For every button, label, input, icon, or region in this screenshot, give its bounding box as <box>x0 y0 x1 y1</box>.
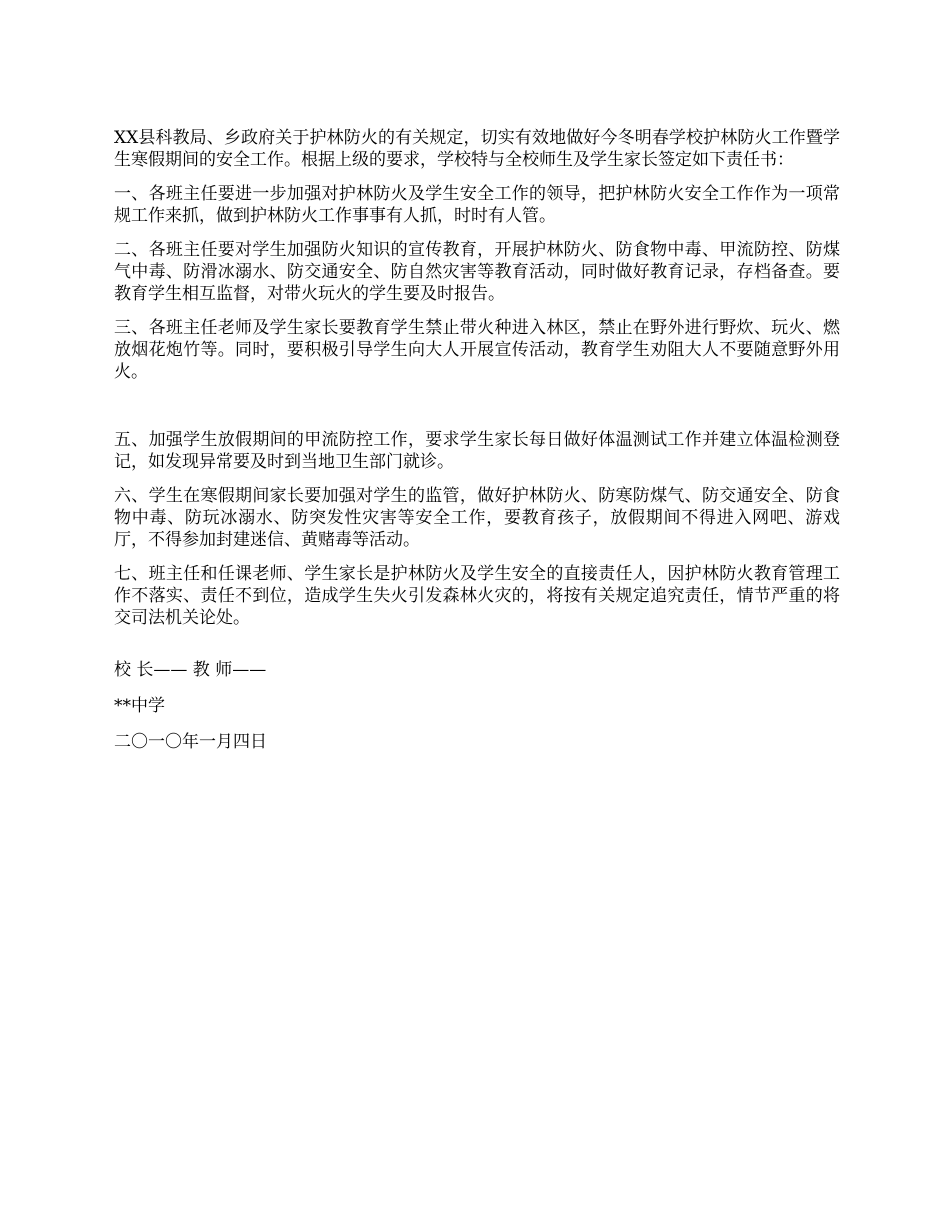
item-3-paragraph: 三、各班主任老师及学生家长要教育学生禁止带火种进入林区，禁止在野外进行野炊、玩火、燃放烟花炮竹等。同时，要积极引导学生向大人开展宣传活动，教育学生劝阻大人不要随意野外用火。 <box>114 318 840 382</box>
signature-gap <box>114 641 840 659</box>
signature-line: 校 长—— 教 师—— <box>114 660 267 680</box>
document-body <box>114 127 840 767</box>
item-7-paragraph: 七、班主任和任课老师、学生家长是护林防火及学生安全的直接责任人，因护林防火教育管理工作不落实、责任不到位，造成学生失火引发森林火灾的，将按有关规定追究责任，情节严重的将交司法机关论处。 <box>114 564 840 628</box>
item-5-paragraph: 五、加强学生放假期间的甲流防控工作，要求学生家长每日做好体温测试工作并建立体温检测登记，如发现异常要及时到当地卫生部门就诊。 <box>114 430 840 472</box>
item-6-paragraph: 六、学生在寒假期间家长要加强对学生的监管，做好护林防火、防寒防煤气、防交通安全、防食物中毒、防玩冰溺水、防突发性灾害等安全工作，要教育孩子，放假期间不得进入网吧、游戏厅，不得参加封建迷信、黄赌毒等活动。 <box>114 486 840 550</box>
item-1-paragraph: 一、各班主任要进一步加强对护林防火及学生安全工作的领导，把护林防火安全工作作为一项常规工作来抓，做到护林防火工作事事有人抓，时时有人管。 <box>114 184 840 226</box>
item-2-paragraph: 二、各班主任要对学生加强防火知识的宣传教育，开展护林防火、防食物中毒、甲流防控、防煤气中毒、防滑冰溺水、防交通安全、防自然灾害等教育活动，同时做好教育记录，存档备查。要教育学生相互监督，对带火玩火的学生要及时报告。 <box>114 240 840 304</box>
document-date: 二〇一〇年一月四日 <box>114 732 267 752</box>
school-name: **中学 <box>114 696 165 716</box>
blank-gap <box>114 395 840 429</box>
intro-paragraph: XX县科教局、乡政府关于护林防火的有关规定，切实有效地做好今冬明春学校护林防火工作暨学生寒假期间的安全工作。根据上级的要求，学校特与全校师生及学生家长签定如下责任书： <box>114 128 840 170</box>
